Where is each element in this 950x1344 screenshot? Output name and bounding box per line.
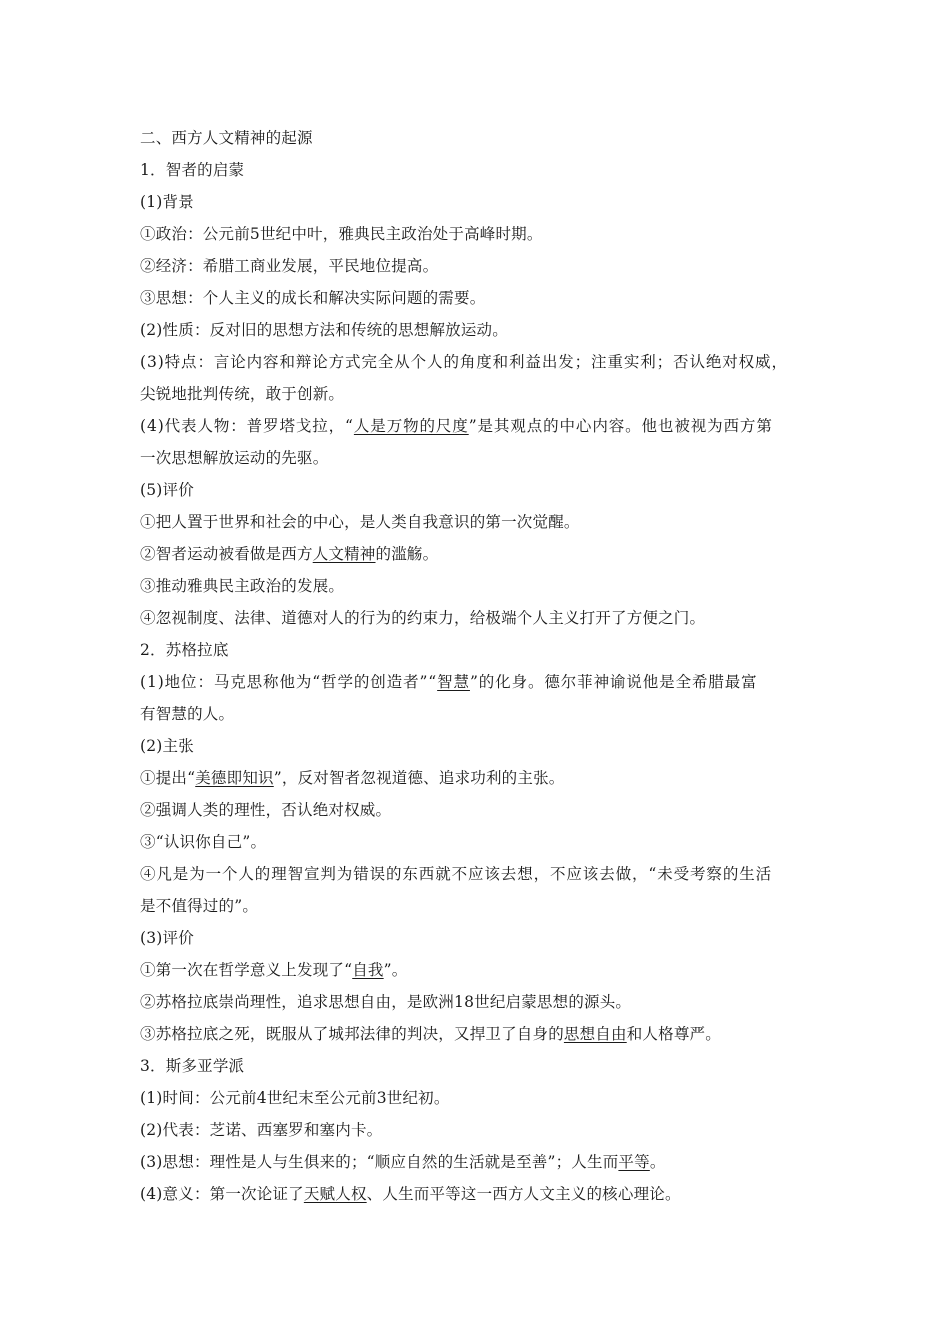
text-span: 和人格尊严。 <box>626 1025 721 1043</box>
part1-representative <box>140 410 820 442</box>
part2-status-line2: 有智慧的人。 <box>140 705 235 723</box>
text-span: ”，反对智者忽视道德、追求功利的主张。 <box>273 769 565 787</box>
text-span: (3)思想：理性是人与生俱来的；“顺应自然的生活就是至善”；人生而 <box>140 1153 619 1171</box>
part2-claim3: ③“认识你自己”。 <box>140 833 267 851</box>
part1-eval4: ④忽视制度、法律、道德对人的行为的约束力，给极端个人主义打开了方便之门。 <box>140 609 706 627</box>
part2-claim4-line1: ④凡是为一个人的理智宣判为错误的东西就不应该去想，不应该去做，“未受考察的生活 <box>140 865 773 883</box>
section-title: 二、西方人文精神的起源 <box>140 129 313 147</box>
part2-eval2: ②苏格拉底崇尚理性，追求思想自由，是欧洲18世纪启蒙思想的源头。 <box>140 993 632 1011</box>
part2-claim1 <box>140 762 820 794</box>
part3-thought <box>140 1146 820 1178</box>
text-span: ③苏格拉底之死，既服从了城邦法律的判决，又捍卫了自身的 <box>140 1025 564 1043</box>
part1-bg-economy: ②经济：希腊工商业发展，平民地位提高。 <box>140 257 439 275</box>
underlined-term: 人文精神 <box>312 545 376 563</box>
part1-eval-label: (5)评价 <box>140 481 194 499</box>
part1-eval1: ①把人置于世界和社会的中心，是人类自我意识的第一次觉醒。 <box>140 513 580 531</box>
text-span: (4)代表人物：普罗塔戈拉，“ <box>140 417 354 435</box>
underlined-term: 思想自由 <box>563 1025 627 1043</box>
text-span: ①提出“ <box>140 769 196 787</box>
part3-significance <box>140 1178 820 1210</box>
text-span: ”是其观点的中心内容。他也被视为西方第 <box>468 417 773 435</box>
text-span: ①第一次在哲学意义上发现了“ <box>140 961 353 979</box>
document-body <box>140 122 820 1210</box>
text-span: 。 <box>649 1153 666 1171</box>
part1-background-label: (1)背景 <box>140 193 194 211</box>
part2-eval3 <box>140 1018 820 1050</box>
part2-claims-label: (2)主张 <box>140 737 194 755</box>
part3-time: (1)时间：公元前4世纪末至公元前3世纪初。 <box>140 1089 450 1107</box>
underlined-term: 人是万物的尺度 <box>353 417 469 435</box>
part2-claim2: ②强调人类的理性，否认绝对权威。 <box>140 801 392 819</box>
part1-nature: (2)性质：反对旧的思想方法和传统的思想解放运动。 <box>140 321 508 339</box>
underlined-term: 美德即知识 <box>195 769 274 787</box>
part2-eval-label: (3)评价 <box>140 929 194 947</box>
part1-features-line1: (3)特点：言论内容和辩论方式完全从个人的角度和利益出发；注重实利；否认绝对权威， <box>140 353 788 371</box>
text-span: ”的化身。德尔菲神谕说他是全希腊最富 <box>469 673 758 691</box>
underlined-term: 自我 <box>352 961 384 979</box>
part1-features-line2: 尖锐地批判传统，敢于创新。 <box>140 385 345 403</box>
text-span: ”。 <box>383 961 408 979</box>
part1-heading: 1．智者的启蒙 <box>140 161 245 179</box>
text-span: ②智者运动被看做是西方 <box>140 545 313 563</box>
part1-representative-line2: 一次思想解放运动的先驱。 <box>140 449 329 467</box>
part2-eval1 <box>140 954 820 986</box>
part2-status <box>140 666 820 698</box>
part3-heading: 3．斯多亚学派 <box>140 1057 245 1075</box>
text-span: 、人生而平等这一西方人文主义的核心理论。 <box>366 1185 681 1203</box>
part2-claim4-line2: 是不值得过的”。 <box>140 897 259 915</box>
text-span: (1)地位：马克思称他为“哲学的创造者”“ <box>140 673 438 691</box>
part2-heading: 2．苏格拉底 <box>140 641 229 659</box>
text-span: (4)意义：第一次论证了 <box>140 1185 304 1203</box>
part1-bg-thought: ③思想：个人主义的成长和解决实际问题的需要。 <box>140 289 486 307</box>
part1-eval2 <box>140 538 820 570</box>
part1-bg-politics: ①政治：公元前5世纪中叶，雅典民主政治处于高峰时期。 <box>140 225 543 243</box>
part3-representatives: (2)代表：芝诺、西塞罗和塞内卡。 <box>140 1121 383 1139</box>
underlined-term: 天赋人权 <box>303 1185 367 1203</box>
text-span: 的滥觞。 <box>375 545 439 563</box>
part1-eval3: ③推动雅典民主政治的发展。 <box>140 577 345 595</box>
underlined-term: 平等 <box>618 1153 650 1171</box>
underlined-term: 智慧 <box>437 673 470 691</box>
